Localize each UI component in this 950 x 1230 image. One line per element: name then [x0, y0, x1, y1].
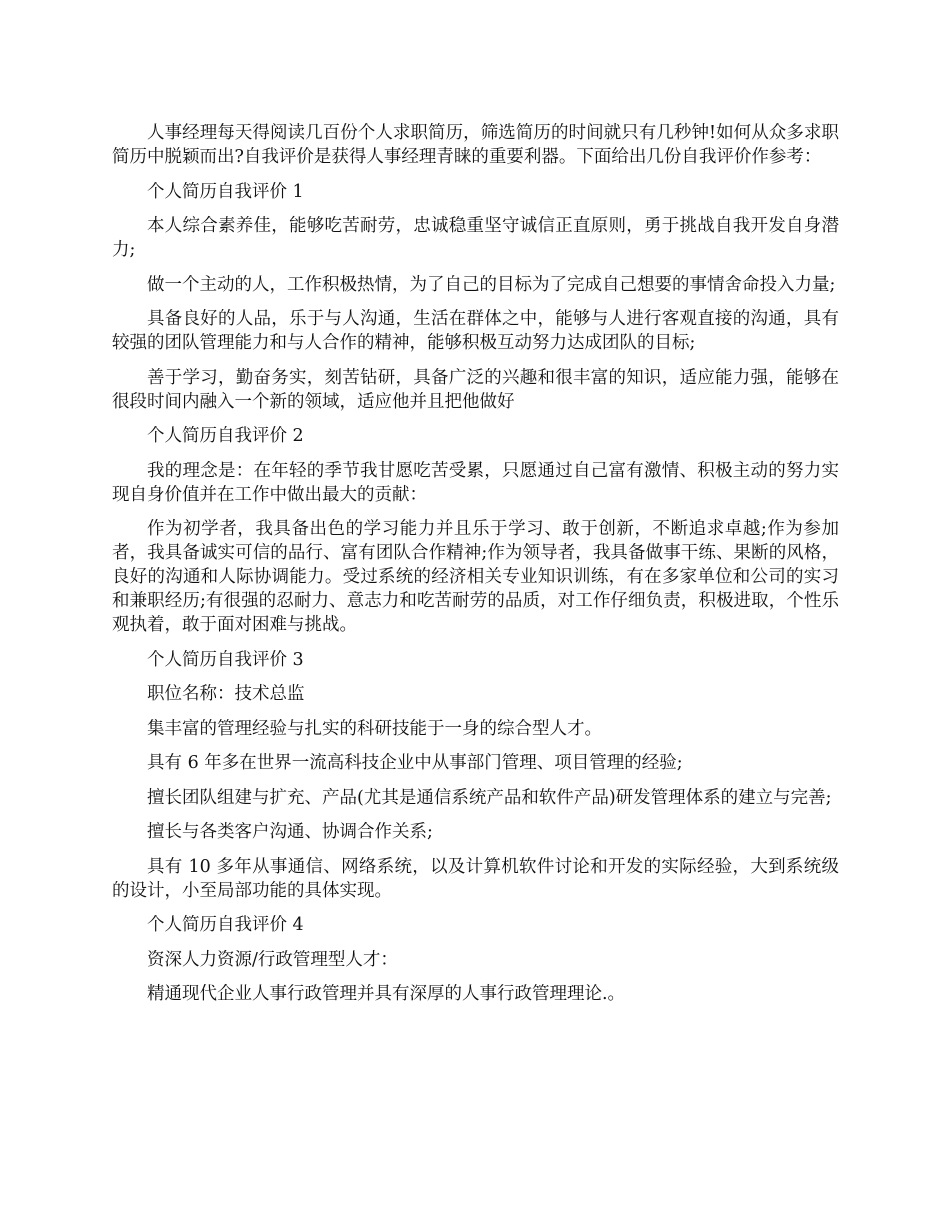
- paragraph: 具有 6 年多在世界一流高科技企业中从事部门管理、项目管理的经验;: [147, 753, 683, 773]
- paragraph: 善于学习，勤奋务实，刻苦钻研，具备广泛的兴趣和很丰富的知识，适应能力强，能够在很段时间内融入一个新的领域，适应他并且把他做好: [112, 367, 839, 412]
- section-heading-2: 个人简历自我评价 2: [147, 426, 304, 446]
- paragraph: 擅长团队组建与扩充、产品(尤其是通信系统产品和软件产品)研发管理体系的建立与完善;: [147, 787, 832, 808]
- paragraph: 精通现代企业人事行政管理并具有深厚的人事行政管理理论.。: [147, 984, 626, 1004]
- intro-paragraph: 人事经理每天得阅读几百份个人求职简历，筛选简历的时间就只有几秒钟!如何从众多求职简历中脱颖而出?自我评价是获得人事经理青睐的重要利器。下面给出几份自我评价作参考：: [112, 123, 839, 167]
- paragraph: 资深人力资源/行政管理型人才：: [147, 949, 398, 970]
- paragraph: 作为初学者，我具备出色的学习能力并且乐于学习、敢于创新，不断追求卓越;作为参加者，我具备诚实可信的品行、富有团队合作精神;作为领导者，我具备做事干练、果断的风格，良好的沟通和人际协调能力。受过系统的经济相关专业知识训练，有在多家单位和公司的实习和兼职经历;有很强的忍耐力、意志力和吃苦耐劳的品质，对工作仔细负责，积极进取，个性乐观执着，敢于面对困难与挑战。: [112, 519, 839, 635]
- section-heading-3: 个人简历自我评价 3: [147, 649, 304, 670]
- paragraph: 本人综合素养佳，能够吃苦耐劳，忠诚稳重坚守诚信正直原则，勇于挑战自我开发自身潜力;: [112, 216, 839, 260]
- section-heading-1: 个人简历自我评价 1: [147, 181, 304, 202]
- section-heading-4: 个人简历自我评价 4: [147, 915, 304, 935]
- paragraph: 做一个主动的人，工作积极热情，为了自己的目标为了完成自己想要的事情舍命投入力量;: [147, 274, 836, 295]
- paragraph: 擅长与各类客户沟通、协调合作关系;: [147, 822, 433, 842]
- paragraph: 职位名称：技术总监: [147, 684, 305, 704]
- paragraph: 我的理念是：在年轻的季节我甘愿吃苦受累，只愿通过自己富有激情、积极主动的努力实现自身价值并在工作中做出最大的贡献：: [112, 460, 839, 505]
- paragraph: 具有 10 多年从事通信、网络系统，以及计算机软件讨论和开发的实际经验，大到系统级的设计，小至局部功能的具体实现。: [112, 856, 839, 901]
- paragraph: 集丰富的管理经验与扎实的科研技能于一身的综合型人才。: [147, 718, 602, 739]
- document-body: [112, 121, 839, 1017]
- paragraph: 具备良好的人品，乐于与人沟通，生活在群体之中，能够与人进行客观直接的沟通，具有较强的团队管理能力和与人合作的精神，能够积极互动努力达成团队的目标;: [112, 309, 839, 353]
